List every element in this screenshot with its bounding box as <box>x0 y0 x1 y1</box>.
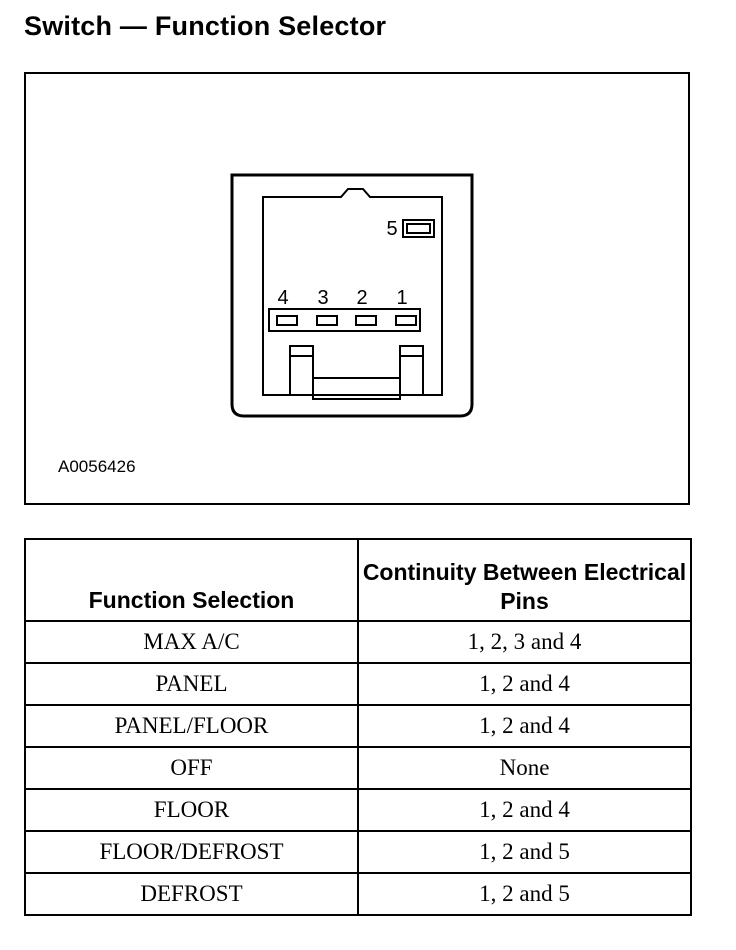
continuity-cell: 1, 2 and 4 <box>358 663 691 705</box>
figure-id: A0056426 <box>58 457 136 476</box>
continuity-cell: 1, 2, 3 and 4 <box>358 621 691 663</box>
function-cell: OFF <box>25 747 358 789</box>
pin-1-terminal <box>396 316 416 325</box>
function-cell: PANEL <box>25 663 358 705</box>
continuity-cell: None <box>358 747 691 789</box>
function-cell: DEFROST <box>25 873 358 915</box>
function-cell: MAX A/C <box>25 621 358 663</box>
table-row <box>25 705 691 747</box>
continuity-cell: 1, 2 and 4 <box>358 789 691 831</box>
pin-5-label: 5 <box>386 218 398 240</box>
header-continuity: Continuity Between Electrical Pins <box>358 539 691 621</box>
continuity-cell: 1, 2 and 5 <box>358 831 691 873</box>
pin-2-terminal <box>356 316 376 325</box>
continuity-table <box>24 538 692 916</box>
pin-3-label: 3 <box>317 287 329 309</box>
page-title: Switch — Function Selector <box>24 11 387 41</box>
table-row <box>25 663 691 705</box>
table-header-row <box>25 539 691 621</box>
connector-housing <box>232 175 472 416</box>
table-row <box>25 831 691 873</box>
pin-4-terminal <box>277 316 297 325</box>
pin-4-label: 4 <box>277 287 289 309</box>
table-row <box>25 621 691 663</box>
header-function-selection: Function Selection <box>25 539 358 621</box>
continuity-cell: 1, 2 and 5 <box>358 873 691 915</box>
pin-2-label: 2 <box>356 287 368 309</box>
table-row <box>25 789 691 831</box>
table-row <box>25 873 691 915</box>
pin-3-terminal <box>317 316 337 325</box>
keying-slot <box>263 346 442 399</box>
connector-figure <box>24 72 690 505</box>
function-cell: FLOOR <box>25 789 358 831</box>
pin-1-label: 1 <box>396 287 408 309</box>
pin-strip <box>269 309 420 331</box>
function-cell: PANEL/FLOOR <box>25 705 358 747</box>
table-row <box>25 747 691 789</box>
function-cell: FLOOR/DEFROST <box>25 831 358 873</box>
connector-diagram <box>26 74 688 503</box>
continuity-cell: 1, 2 and 4 <box>358 705 691 747</box>
